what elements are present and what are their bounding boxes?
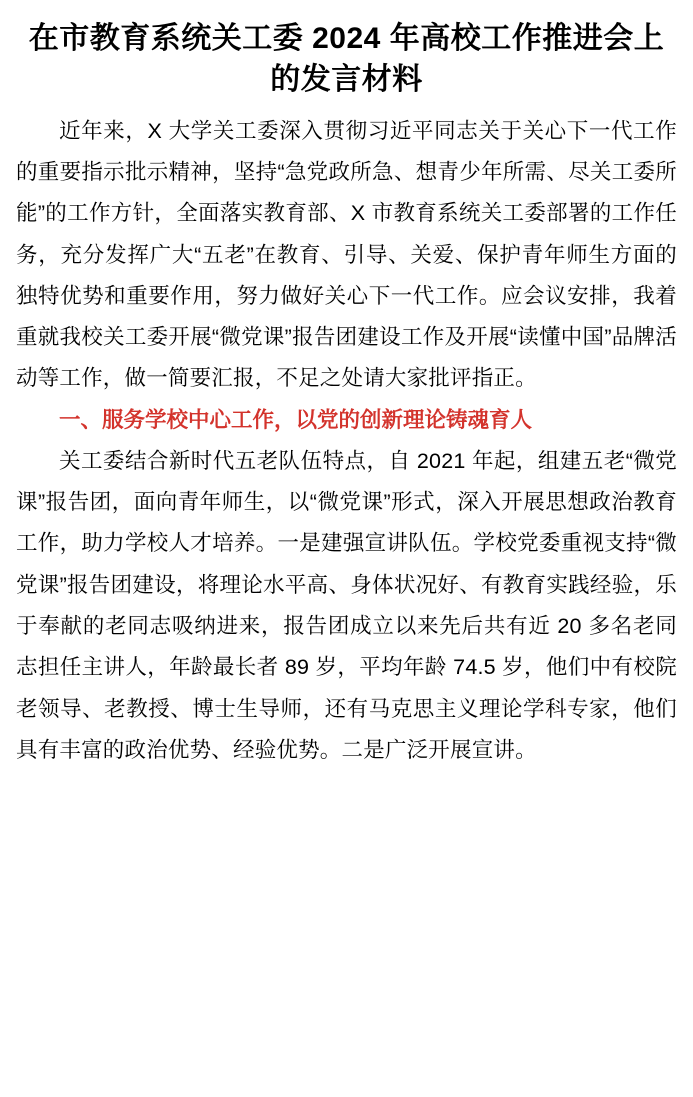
paragraph-section-1-body: 关工委结合新时代五老队伍特点，自 2021 年起，组建五老“微党课”报告团，面向青年师生，以“微党课”形式，深入开展思想政治教育工作，助力学校人才培养。一是建强宣讲队伍。学校党委重视支持“微党课”报告团建设，将理论水平高、身体状况好、有教育实践经验，乐于奉献的老同志吸纳进来，报告团成立以来先后共有近 20 多名老同志担任主讲人，年龄最长者 89 岁，平均年龄 74.5 岁，他们中有校院老领导、老教授、博士生导师，还有马克思主义理论学科专家，他们具有丰富的政治优势、经验优势。二是广泛开展宣讲。 — [16, 448, 677, 762]
paragraph-intro: 近年来，X 大学关工委深入贯彻习近平同志关于关心下一代工作的重要指示批示精神，坚持“急党政所急、想青少年所需、尽关工委所能”的工作方针，全面落实教育部、X 市教育系统关工委部署的工作任务，充分发挥广大“五老”在教育、引导、关爱、保护青年师生方面的独特优势和重要作用，努力做好关心下一代工作。应会议安排，我着重就我校关工委开展“微党课”报告团建设工作及开展“读懂中国”品牌活动等工作，做一简要汇报，不足之处请大家批评指正。 — [16, 118, 677, 391]
section-heading-1: 一、服务学校中心工作，以党的创新理论铸魂育人 — [59, 407, 533, 432]
page-title: 在市教育系统关工委 2024 年高校工作推进会上的发言材料 — [28, 22, 665, 97]
